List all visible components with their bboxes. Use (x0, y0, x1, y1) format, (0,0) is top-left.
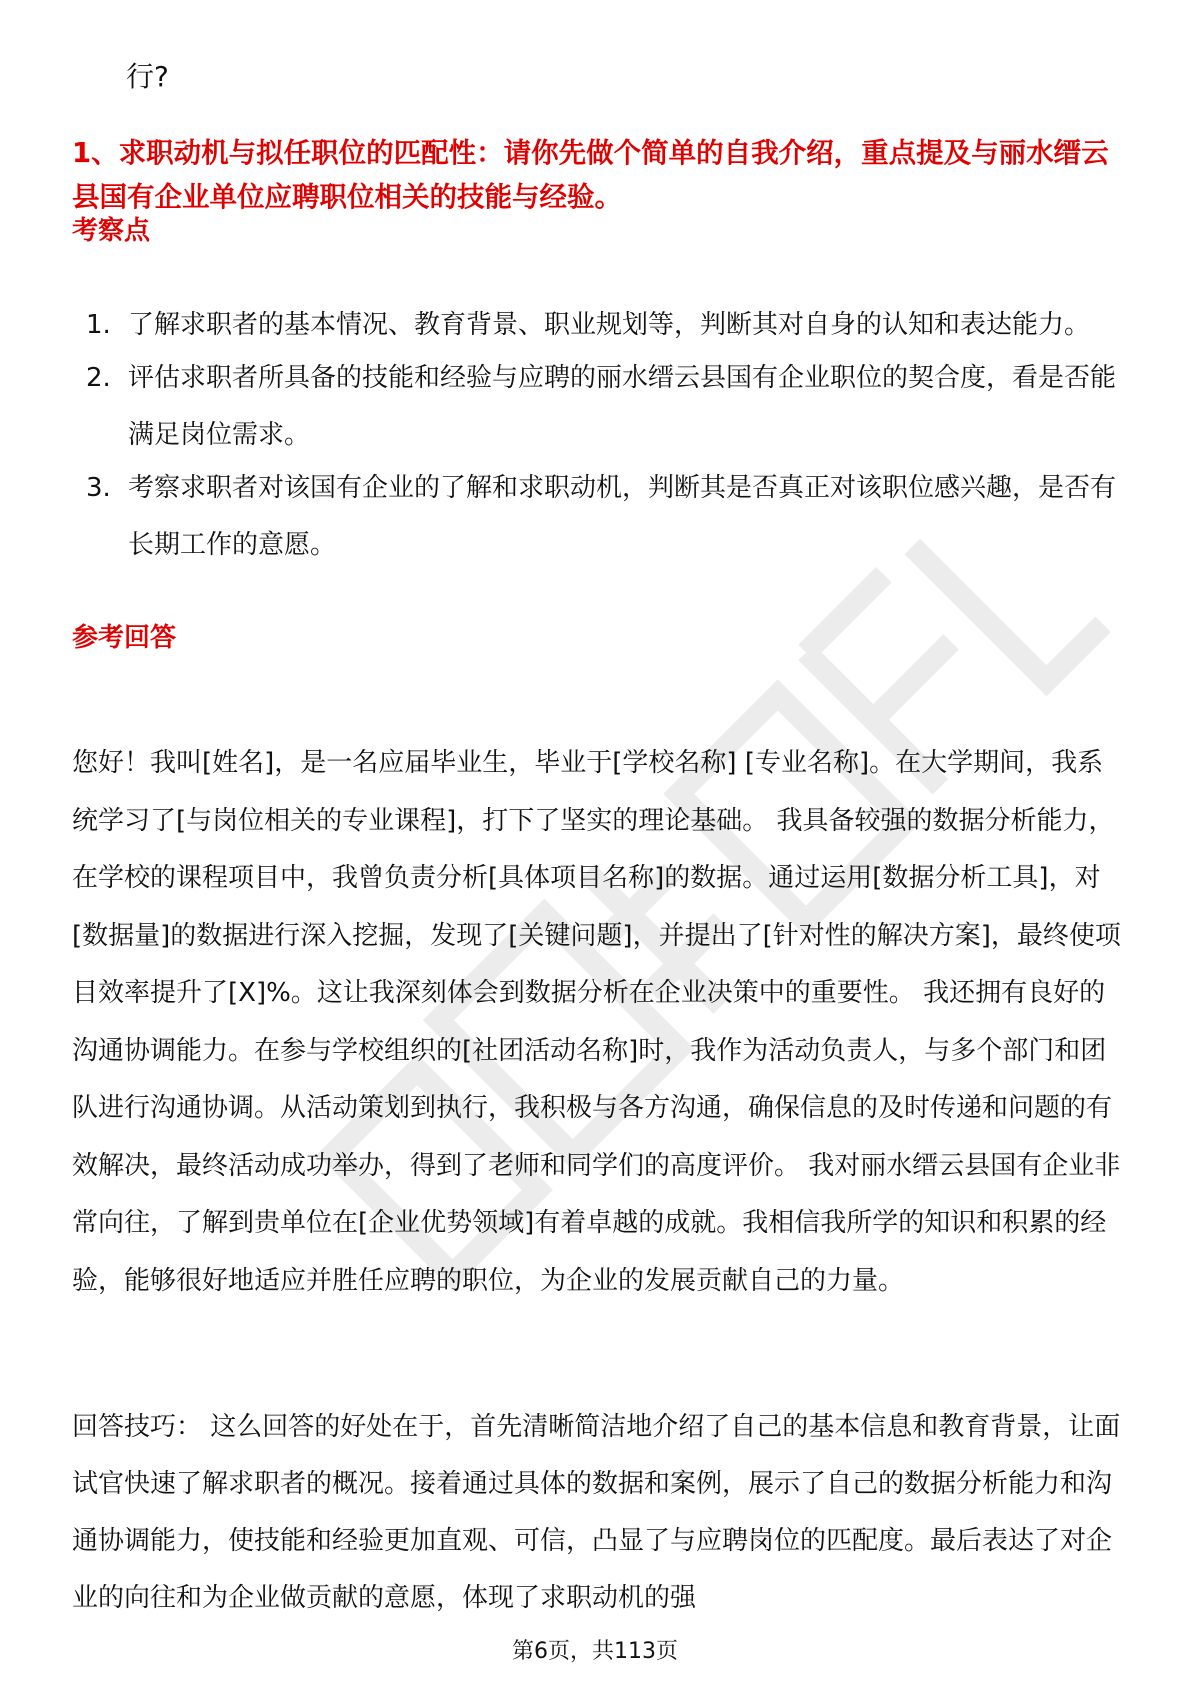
exam-points-title: 考察点 (72, 216, 151, 246)
list-item-text: 了解求职者的基本情况、教育背景、职业规划等，判断其对自身的认知和表达能力。 (128, 310, 1091, 340)
list-item-number: 3. (86, 473, 111, 503)
answer-tips-text: 回答技巧： 这么回答的好处在于，首先清晰简洁地介绍了自己的基本信息和教育背景，让面试官快速了解求职者的概况。接着通过具体的数据和案例，展示了自己的数据分析能力和沟通协调能力，使技能和经验更加直观、可信，凸显了与应聘岗位的匹配度。最后表达了对企业的向往和为企业做贡献的意愿，体现了求职动机的强 (72, 1412, 1121, 1613)
question-heading: 1、求职动机与拟任职位的匹配性：请你先做个简单的自我介绍，重点提及与丽水缙云县国有企业单位应聘职位相关的技能与经验。 (72, 137, 1109, 213)
list-item-text: 考察求职者对该国有企业的了解和求职动机，判断其是否真正对该职位感兴趣，是否有长期工作的意愿。 (128, 473, 1117, 560)
list-item-text: 评估求职者所具备的技能和经验与应聘的丽水缙云县国有企业职位的契合度，看是否能满足岗位需求。 (128, 363, 1117, 450)
reference-answer-text: 您好！我叫[姓名]，是一名应届毕业生，毕业于[学校名称] [专业名称]。在大学期间，我系统学习了[与岗位相关的专业课程]，打下了坚实的理论基础。 我具备较强的数据分析能力，在学校的课程项目中，我曾负责分析[具体项目名称]的数据。通过运用[数据分析工具]，对[数据量]的数据进行深入挖掘，发现了[关键问题]，并提出了[针对性的解决方案]，最终使项目效率提升了[X]%。这让我深刻体会到数据分析在企业决策中的重要性。 我还拥有良好的沟通协调能力。在参与学校组织的[社团活动名称]时，我作为活动负责人，与多个部门和团队进行沟通协调。从活动策划到执行，我积极与各方沟通，确保信息的及时传递和问题的有效解决，最终活动成功举办，得到了老师和同学们的高度评价。 我对丽水缙云县国有企业非常向往，了解到贵单位在[企业优势领域]有着卓越的成就。我相信我所学的知识和积累的经验，能够很好地适应并胜任应聘的职位，为企业的发展贡献自己的力量。 (72, 748, 1121, 1296)
list-item-number: 1. (86, 310, 111, 340)
list-item (72, 350, 1122, 464)
list-item (72, 460, 1122, 574)
exam-points-list (72, 297, 1122, 574)
continued-text: 行? (126, 60, 169, 93)
page-number-footer: 第6页，共113页 (512, 1639, 678, 1664)
list-item-number: 2. (86, 363, 111, 393)
list-item (72, 297, 1122, 354)
reference-answer-title: 参考回答 (72, 623, 177, 653)
